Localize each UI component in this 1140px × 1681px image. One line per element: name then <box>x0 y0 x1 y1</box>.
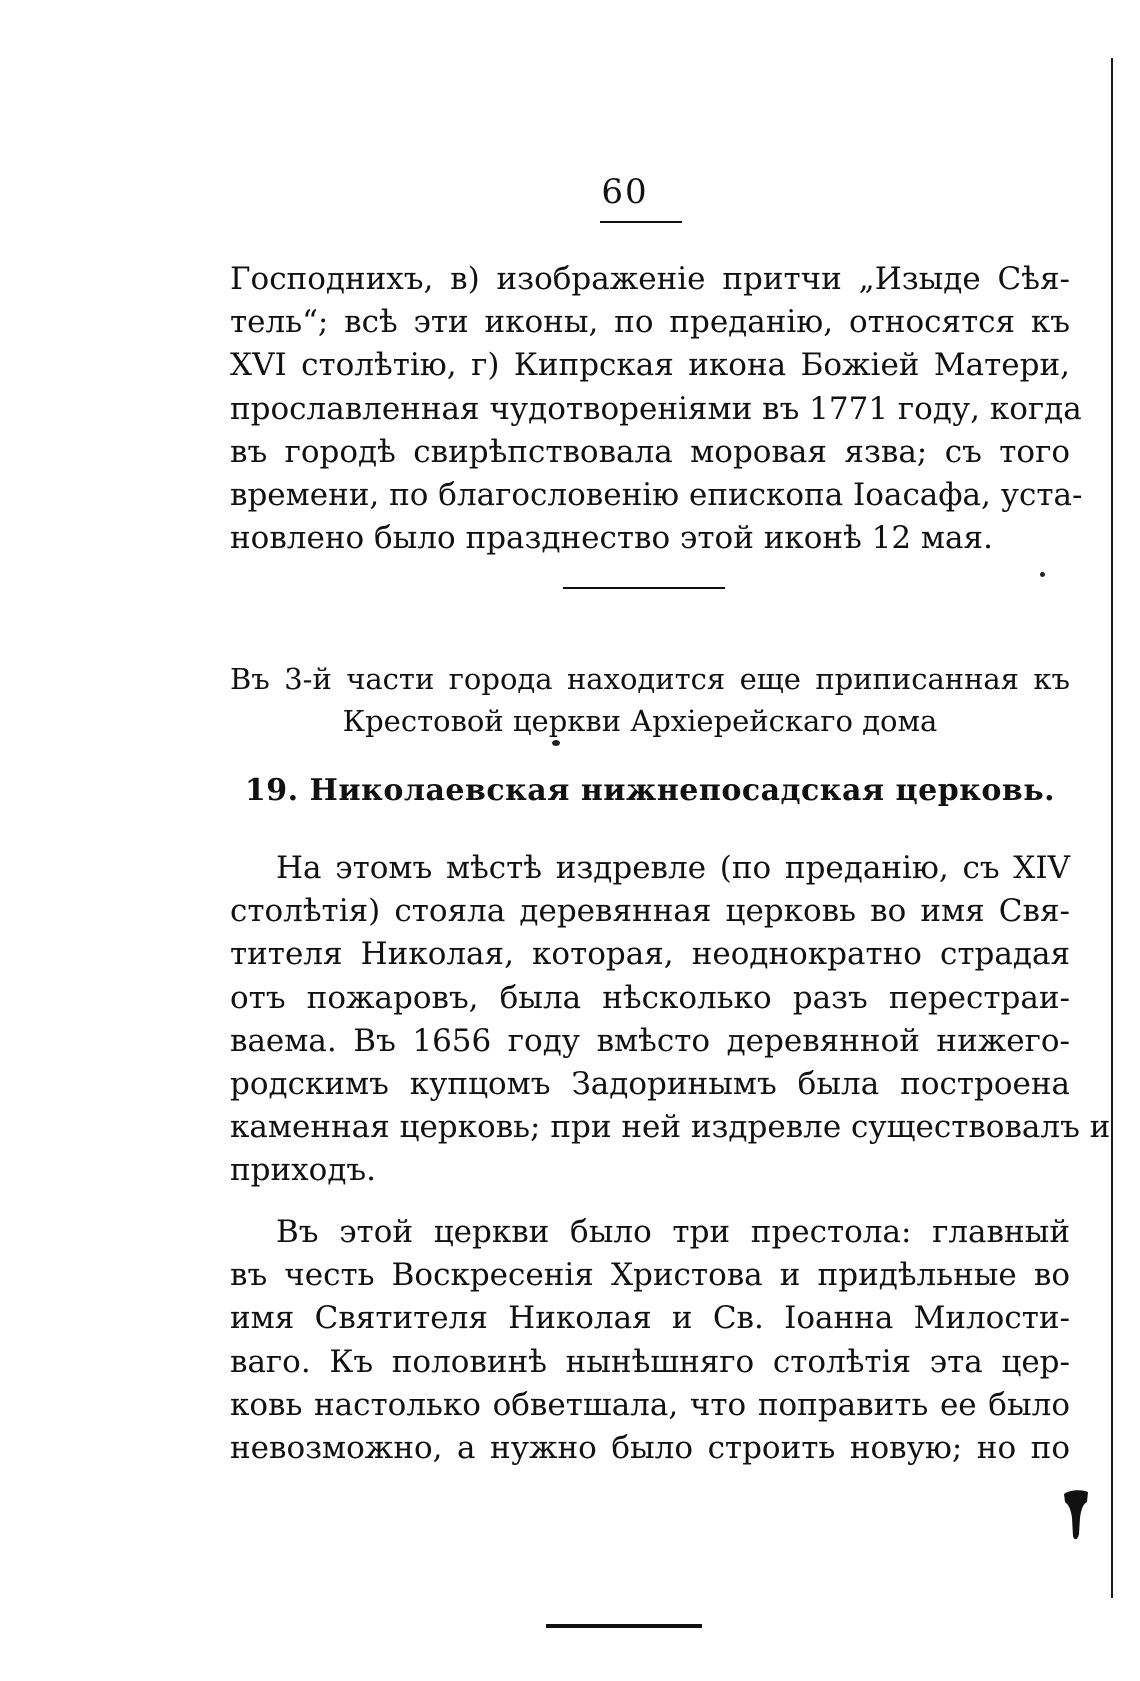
text-line: тителя Николая, которая, неоднократно страдая <box>230 936 1070 973</box>
text-line: тель“; всѣ эти иконы, по преданію, относятся къ <box>230 304 1070 341</box>
text-line: отъ пожаровъ, была нѣсколько разъ перестраи- <box>230 979 1070 1016</box>
note-line: Въ 3-й части города находится еще приписанная къ <box>230 662 1070 696</box>
text-line: На этомъ мѣстѣ издревле (по преданію, съ XIV <box>276 850 1070 886</box>
text-line: XVI столѣтію, г) Кипрская икона Божіей Матери, <box>230 347 1070 384</box>
text-line: невозможно, а нужно было строить новую; но по <box>230 1430 1070 1467</box>
print-speck <box>1040 572 1045 577</box>
text-line: приходъ. <box>230 1152 376 1189</box>
text-line: Въ этой церкви было три престола: главный <box>276 1214 1070 1250</box>
text-line: имя Святителя Николая и Св. Іоанна Милости- <box>230 1300 1070 1337</box>
text-line: новлено было празднество этой иконѣ 12 мая. <box>230 520 993 557</box>
page-number: 60 <box>601 172 649 212</box>
bottom-rule <box>546 1624 702 1628</box>
text-line: прославленная чудотвореніями въ 1771 году, когда <box>230 390 1082 427</box>
section-heading: 19. Николаевская нижнепосадская церковь. <box>244 773 1056 808</box>
text-line: ваго. Къ половинѣ нынѣшняго столѣтія эта цер- <box>230 1343 1070 1380</box>
note-line: Крестовой церкви Архіерейскаго дома <box>342 704 938 738</box>
text-line: въ честь Воскресенія Христова и придѣльные во <box>230 1257 1070 1294</box>
paragraph-continued <box>230 258 1083 560</box>
ink-blot-mark <box>1063 1488 1089 1542</box>
paragraph <box>230 847 1111 1193</box>
page-edge-line <box>1111 58 1113 1598</box>
section-note <box>230 658 1070 742</box>
section-divider <box>563 587 725 589</box>
text-line: столѣтія) стояла деревянная церковь во имя Свя- <box>230 893 1070 930</box>
paragraph <box>230 1211 1070 1470</box>
text-line: каменная церковь; при ней издревле существовалъ и <box>230 1109 1111 1146</box>
text-line: ковь настолько обветшала, что поправить ее было <box>230 1386 1070 1423</box>
text-line: ваема. Въ 1656 году вмѣсто деревянной нижего- <box>230 1022 1070 1059</box>
text-line: родскимъ купцомъ Задоринымъ была построена <box>230 1066 1070 1103</box>
page-number-underline <box>600 221 682 223</box>
text-line: времени, по благословенію епископа Іоасафа, уста- <box>230 477 1083 514</box>
text-line: Господнихъ, в) изображеніе притчи „Изыде Сѣя- <box>230 261 1070 297</box>
print-speck <box>552 740 560 746</box>
text-line: въ городѣ свирѣпствовала моровая язва; съ того <box>230 433 1070 470</box>
